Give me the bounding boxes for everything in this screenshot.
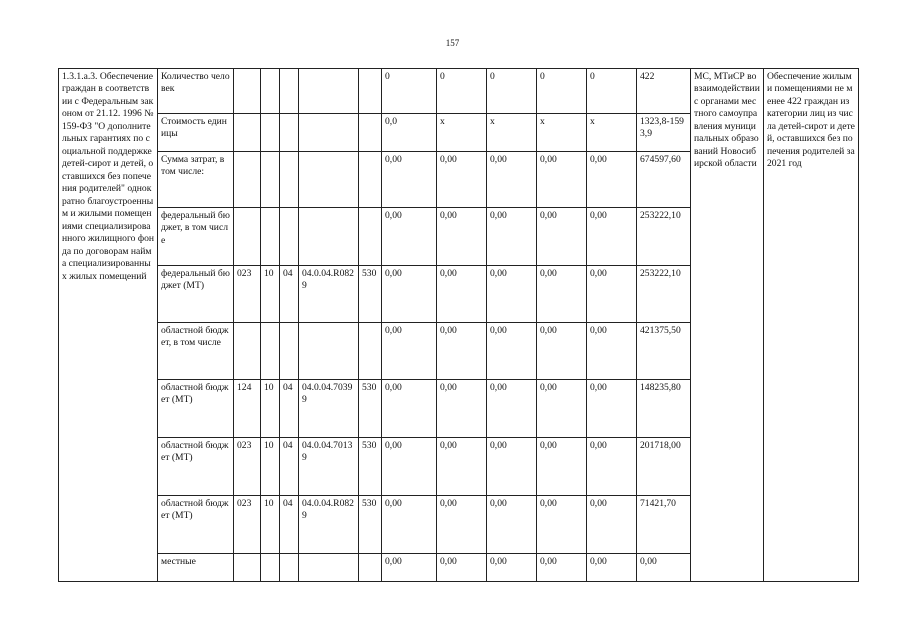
cell-y2024: 0,00 — [587, 554, 637, 582]
responsible-cell: МС, МТиСР во взаимодействии с органами местного самоуправления муниципальных образований Новосибирской области — [691, 69, 764, 582]
cell-pr — [280, 554, 299, 582]
cell-y2022: x — [487, 114, 537, 152]
cell-y2021: 0,00 — [437, 323, 487, 380]
cell-csr — [299, 323, 359, 380]
cell-grbs — [234, 208, 261, 266]
cell-total: 421375,50 — [637, 323, 691, 380]
item-description-cell: 1.3.1.а.3. Обеспечение граждан в соответствии с Федеральным законом от 21.12. 1996 № 159-ФЗ "О дополнительных гарантиях по социальной поддержке детей-сирот и детей, оставшихся без попечения родителей" однократно благоустроенным и жилыми помещениями специализированного жилищного фонда по договорам найма специализированных жилых помещений — [59, 69, 158, 582]
cell-vr: 530 — [359, 380, 382, 438]
cell-pr — [280, 152, 299, 208]
cell-grbs — [234, 152, 261, 208]
cell-indicator: областной бюджет (МТ) — [158, 496, 234, 554]
cell-total: 71421,70 — [637, 496, 691, 554]
cell-y2021: 0,00 — [437, 208, 487, 266]
cell-y2020: 0,00 — [382, 323, 437, 380]
cell-rz — [261, 69, 280, 114]
cell-y2024: x — [587, 114, 637, 152]
cell-vr — [359, 152, 382, 208]
cell-grbs — [234, 69, 261, 114]
cell-total: 674597,60 — [637, 152, 691, 208]
table-row — [59, 69, 859, 114]
cell-y2022: 0,00 — [487, 208, 537, 266]
cell-y2023: 0,00 — [537, 380, 587, 438]
cell-vr — [359, 554, 382, 582]
cell-y2024: 0,00 — [587, 152, 637, 208]
cell-pr — [280, 323, 299, 380]
cell-y2024: 0,00 — [587, 496, 637, 554]
cell-y2020: 0,00 — [382, 152, 437, 208]
cell-y2024: 0,00 — [587, 266, 637, 323]
cell-total: 0,00 — [637, 554, 691, 582]
cell-y2023: 0,00 — [537, 266, 587, 323]
cell-y2023: 0,00 — [537, 554, 587, 582]
cell-y2022: 0 — [487, 69, 537, 114]
cell-total: 253222,10 — [637, 266, 691, 323]
cell-pr — [280, 114, 299, 152]
cell-total: 201718,00 — [637, 438, 691, 496]
cell-vr — [359, 114, 382, 152]
table-body — [59, 69, 859, 582]
cell-y2023: 0,00 — [537, 152, 587, 208]
cell-vr: 530 — [359, 438, 382, 496]
cell-indicator: областной бюджет (МТ) — [158, 380, 234, 438]
cell-rz — [261, 152, 280, 208]
cell-vr — [359, 208, 382, 266]
cell-grbs: 023 — [234, 438, 261, 496]
cell-y2020: 0,0 — [382, 114, 437, 152]
cell-y2021: 0,00 — [437, 380, 487, 438]
cell-y2021: 0,00 — [437, 152, 487, 208]
cell-y2022: 0,00 — [487, 496, 537, 554]
cell-indicator: Сумма затрат, в том числе: — [158, 152, 234, 208]
cell-y2020: 0,00 — [382, 496, 437, 554]
cell-pr — [280, 69, 299, 114]
cell-rz — [261, 208, 280, 266]
cell-y2021: 0 — [437, 69, 487, 114]
cell-grbs: 124 — [234, 380, 261, 438]
cell-csr: 04.0.04.R0829 — [299, 496, 359, 554]
cell-y2020: 0,00 — [382, 438, 437, 496]
cell-y2021: x — [437, 114, 487, 152]
program-table — [58, 68, 859, 582]
cell-pr: 04 — [280, 380, 299, 438]
cell-csr: 04.0.04.R0829 — [299, 266, 359, 323]
cell-indicator: Количество человек — [158, 69, 234, 114]
cell-y2021: 0,00 — [437, 554, 487, 582]
cell-vr: 530 — [359, 266, 382, 323]
result-cell: Обеспечение жилыми помещениями не менее 422 граждан из категории лиц из числа детей-сирот и детей, оставшихся без попечения родителей за 2021 год — [764, 69, 859, 582]
cell-rz: 10 — [261, 266, 280, 323]
cell-y2023: 0,00 — [537, 496, 587, 554]
cell-y2020: 0,00 — [382, 208, 437, 266]
cell-y2023: 0,00 — [537, 208, 587, 266]
cell-csr — [299, 208, 359, 266]
cell-grbs — [234, 554, 261, 582]
cell-rz — [261, 114, 280, 152]
cell-total: 422 — [637, 69, 691, 114]
cell-pr: 04 — [280, 496, 299, 554]
cell-indicator: местные — [158, 554, 234, 582]
cell-pr — [280, 208, 299, 266]
cell-y2023: 0,00 — [537, 323, 587, 380]
cell-total: 148235,80 — [637, 380, 691, 438]
cell-y2022: 0,00 — [487, 152, 537, 208]
cell-y2022: 0,00 — [487, 554, 537, 582]
cell-grbs — [234, 114, 261, 152]
cell-grbs — [234, 323, 261, 380]
cell-rz: 10 — [261, 438, 280, 496]
cell-indicator: федеральный бюджет (МТ) — [158, 266, 234, 323]
cell-y2020: 0 — [382, 69, 437, 114]
cell-y2023: 0,00 — [537, 438, 587, 496]
cell-rz: 10 — [261, 380, 280, 438]
cell-y2023: 0 — [537, 69, 587, 114]
cell-indicator: областной бюджет, в том числе — [158, 323, 234, 380]
cell-y2020: 0,00 — [382, 266, 437, 323]
cell-vr: 530 — [359, 496, 382, 554]
cell-total: 1323,8-1593,9 — [637, 114, 691, 152]
cell-grbs: 023 — [234, 266, 261, 323]
cell-rz: 10 — [261, 496, 280, 554]
cell-csr — [299, 114, 359, 152]
cell-y2022: 0,00 — [487, 266, 537, 323]
page-number: 157 — [445, 38, 460, 48]
cell-vr — [359, 323, 382, 380]
cell-y2024: 0,00 — [587, 323, 637, 380]
cell-csr: 04.0.04.70399 — [299, 380, 359, 438]
cell-y2024: 0,00 — [587, 208, 637, 266]
cell-csr — [299, 554, 359, 582]
cell-y2022: 0,00 — [487, 323, 537, 380]
cell-csr — [299, 152, 359, 208]
cell-y2024: 0,00 — [587, 438, 637, 496]
cell-csr — [299, 69, 359, 114]
cell-y2020: 0,00 — [382, 380, 437, 438]
cell-grbs: 023 — [234, 496, 261, 554]
cell-indicator: федеральный бюджет, в том числе — [158, 208, 234, 266]
cell-csr: 04.0.04.70139 — [299, 438, 359, 496]
cell-rz — [261, 323, 280, 380]
cell-y2021: 0,00 — [437, 438, 487, 496]
cell-y2024: 0 — [587, 69, 637, 114]
cell-y2021: 0,00 — [437, 266, 487, 323]
cell-vr — [359, 69, 382, 114]
cell-total: 253222,10 — [637, 208, 691, 266]
cell-y2021: 0,00 — [437, 496, 487, 554]
cell-rz — [261, 554, 280, 582]
cell-y2024: 0,00 — [587, 380, 637, 438]
cell-indicator: Стоимость единицы — [158, 114, 234, 152]
cell-pr: 04 — [280, 438, 299, 496]
cell-indicator: областной бюджет (МТ) — [158, 438, 234, 496]
cell-pr: 04 — [280, 266, 299, 323]
cell-y2020: 0,00 — [382, 554, 437, 582]
cell-y2022: 0,00 — [487, 380, 537, 438]
cell-y2023: x — [537, 114, 587, 152]
cell-y2022: 0,00 — [487, 438, 537, 496]
